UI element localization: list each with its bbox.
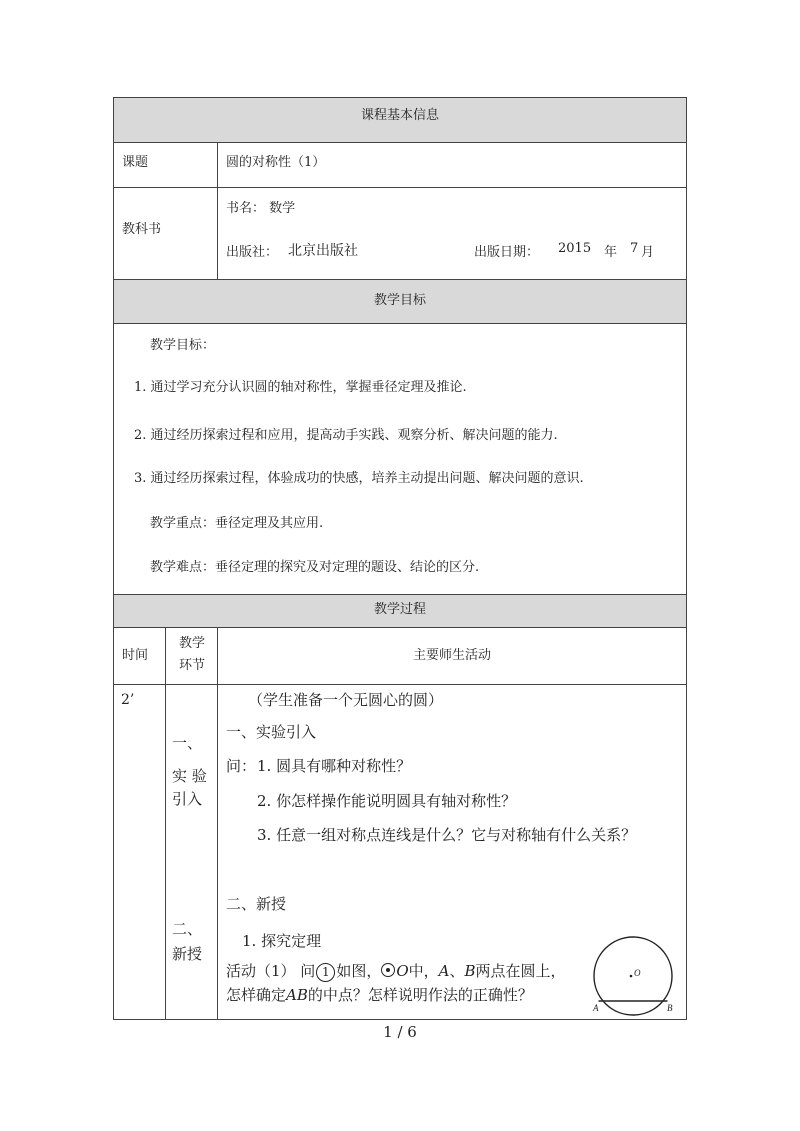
circle-figure xyxy=(588,935,688,1021)
book-name: 书名： 数学 xyxy=(226,201,296,216)
pubdate-label: 出版日期： xyxy=(474,245,540,260)
activity-label: 活动（1） 问 xyxy=(226,962,316,980)
textbook-label: 教科书 xyxy=(122,222,162,237)
stage2-title: 新授 xyxy=(172,945,203,963)
col-time: 时间 xyxy=(122,648,149,663)
publisher-value: 北京出版社 xyxy=(288,243,358,259)
activity-line-1: 活动（1） 问 1 如图， O中，A、B两点在圆上， xyxy=(226,962,566,980)
stage1-title-b: 引入 xyxy=(172,790,203,808)
topic-label: 课题 xyxy=(122,155,149,170)
process-header: 教学过程 xyxy=(373,602,426,617)
figure-label-o: O xyxy=(634,968,641,978)
pub-year: 2015 xyxy=(558,241,592,256)
time-value: 2’ xyxy=(121,692,135,708)
goal-item-2: 2. 通过经历探索过程和应用，提高动手实践、观察分析、解决问题的能力. xyxy=(134,428,558,443)
publisher-label: 出版社： xyxy=(226,245,279,260)
stage1-title-a: 实 验 xyxy=(172,767,207,785)
goals-intro: 教学目标： xyxy=(150,338,216,353)
col-activity: 主要师生活动 xyxy=(412,648,491,663)
month-unit: 月 xyxy=(641,245,655,260)
pub-month: 7 xyxy=(630,241,639,256)
question-3: 3. 任意一组对称点连线是什么？它与对称轴有什么关系？ xyxy=(257,826,637,844)
difficulty: 教学难点：垂径定理的探究及对定理的题设、结论的区分. xyxy=(150,560,480,575)
figure-label-b: B xyxy=(667,1003,673,1013)
key-point: 教学重点：垂径定理及其应用. xyxy=(150,516,324,531)
goals-header: 教学目标 xyxy=(373,293,426,308)
circle-dot-icon xyxy=(381,963,395,977)
circled-number-icon: 1 xyxy=(316,963,335,982)
prep-note: （学生准备一个无圆心的圆） xyxy=(248,691,444,709)
figure-center-point xyxy=(630,975,633,978)
goal-item-3: 3. 通过经历探索过程，体验成功的快感，培养主动提出问题、解决问题的意识. xyxy=(134,471,584,486)
subsection-1: 1. 探究定理 xyxy=(242,932,322,950)
section2-title: 二、新授 xyxy=(226,895,287,913)
activity-line-2: 怎样确定AB的中点？怎样说明作法的正确性？ xyxy=(226,986,533,1004)
question-2: 2. 你怎样操作能说明圆具有轴对称性？ xyxy=(257,792,517,810)
figure-label-a: A xyxy=(593,1003,599,1013)
basic-info-header: 课程基本信息 xyxy=(360,108,439,123)
col-stage-line1: 教学 xyxy=(179,636,206,651)
page-number: 1 / 6 xyxy=(383,1023,417,1041)
goal-item-1: 1. 通过学习充分认识圆的轴对称性，掌握垂径定理及推论. xyxy=(134,380,467,395)
question-1: 1. 圆具有哪种对称性？ xyxy=(257,757,412,775)
year-unit: 年 xyxy=(604,245,618,260)
figure-circle xyxy=(594,937,672,1015)
col-stage-line2: 环节 xyxy=(179,658,206,673)
topic-value: 圆的对称性（1） xyxy=(226,155,326,170)
question-prefix: 问： xyxy=(226,757,257,775)
stage2-number: 二、 xyxy=(172,920,203,938)
stage1-number: 一、 xyxy=(172,734,203,752)
section1-title: 一、实验引入 xyxy=(226,723,317,741)
